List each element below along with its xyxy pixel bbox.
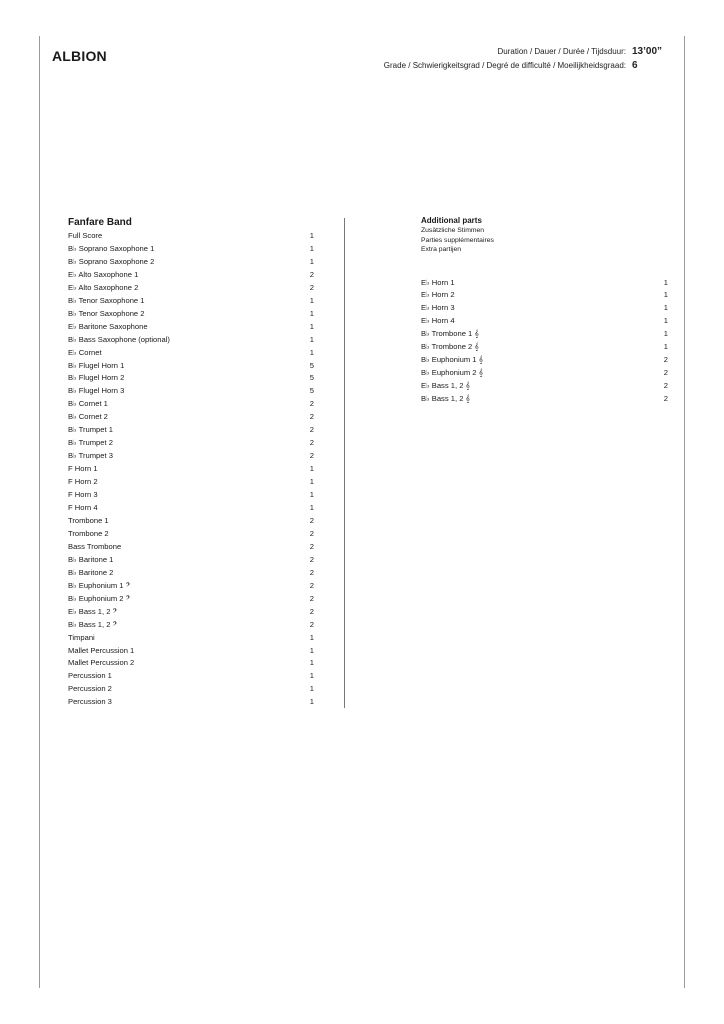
part-quantity: 2	[309, 412, 314, 422]
part-quantity: 2	[309, 593, 314, 603]
part-name: Bass Trombone	[68, 541, 122, 551]
part-quantity: 1	[309, 256, 314, 266]
part-row	[68, 632, 314, 645]
part-row	[421, 354, 668, 367]
part-quantity: 1	[309, 308, 314, 318]
part-quantity: 2	[309, 438, 314, 448]
part-name: E♭ Cornet	[68, 347, 102, 357]
additional-heading: Additional parts	[421, 216, 482, 225]
part-quantity: 2	[309, 269, 314, 279]
part-name: E♭ Alto Saxophone 2	[68, 282, 139, 292]
part-row	[68, 567, 314, 580]
part-name: E♭ Horn 1	[421, 277, 455, 287]
part-row	[68, 243, 314, 256]
part-row	[68, 554, 314, 567]
part-quantity: 1	[309, 334, 314, 344]
part-quantity: 1	[309, 697, 314, 707]
left-margin-rule	[39, 36, 40, 988]
part-row	[68, 683, 314, 696]
part-quantity: 1	[309, 347, 314, 357]
part-quantity: 1	[309, 503, 314, 513]
grade-label: Grade / Schwierigkeitsgrad / Degré de difficulté / Moeilijkheidsgraad:	[383, 61, 626, 70]
part-name: B♭ Trombone 1 𝄞	[421, 329, 479, 339]
part-row	[68, 360, 314, 373]
part-quantity: 5	[309, 386, 314, 396]
duration-value: 13’00”	[632, 46, 663, 57]
part-name: F Horn 2	[68, 477, 98, 487]
part-row	[421, 341, 668, 354]
part-quantity: 1	[309, 645, 314, 655]
part-row	[421, 328, 668, 341]
part-quantity: 2	[663, 381, 668, 391]
part-name: Percussion 3	[68, 697, 112, 707]
part-row	[68, 580, 314, 593]
part-row	[68, 282, 314, 295]
part-name: E♭ Horn 2	[421, 290, 455, 300]
part-row	[421, 289, 668, 302]
part-row	[68, 515, 314, 528]
part-name: B♭ Flugel Horn 3	[68, 386, 125, 396]
part-name: B♭ Euphonium 1 𝄞	[421, 355, 484, 365]
part-quantity: 2	[663, 394, 668, 404]
part-row	[68, 645, 314, 658]
part-row	[68, 437, 314, 450]
part-quantity: 2	[309, 282, 314, 292]
part-name: B♭ Baritone 2	[68, 567, 114, 577]
part-row	[68, 463, 314, 476]
part-name: B♭ Tenor Saxophone 2	[68, 308, 145, 318]
part-quantity: 2	[309, 451, 314, 461]
part-name: Mallet Percussion 1	[68, 645, 135, 655]
part-name: F Horn 1	[68, 464, 98, 474]
part-quantity: 1	[663, 303, 668, 313]
part-row	[68, 593, 314, 606]
part-name: Mallet Percussion 2	[68, 658, 135, 668]
part-row	[421, 367, 668, 380]
part-name: E♭ Bass 1, 2 𝄢	[68, 606, 118, 616]
part-name: Percussion 2	[68, 684, 112, 694]
column-divider	[344, 218, 345, 708]
part-quantity: 1	[663, 329, 668, 339]
part-name: E♭ Alto Saxophone 1	[68, 269, 139, 279]
grade-line	[384, 60, 664, 71]
part-quantity: 2	[309, 425, 314, 435]
part-quantity: 1	[663, 277, 668, 287]
part-quantity: 1	[309, 243, 314, 253]
part-row	[68, 321, 314, 334]
part-quantity: 2	[309, 554, 314, 564]
part-name: Full Score	[68, 231, 103, 240]
part-name: B♭ Euphonium 2 𝄞	[421, 368, 484, 378]
part-quantity: 1	[663, 290, 668, 300]
part-name: Timpani	[68, 632, 95, 642]
part-quantity: 1	[309, 671, 314, 681]
instrumentation-heading: Fanfare Band	[68, 217, 132, 228]
part-name: B♭ Trumpet 3	[68, 451, 113, 461]
part-name: B♭ Euphonium 1 𝄢	[68, 580, 131, 590]
part-row	[421, 277, 668, 290]
part-name: B♭ Flugel Horn 1	[68, 360, 125, 370]
part-name: E♭ Baritone Saxophone	[68, 321, 148, 331]
part-row	[68, 606, 314, 619]
part-name: Trombone 2	[68, 528, 109, 538]
part-name: B♭ Cornet 2	[68, 412, 108, 422]
part-quantity: 2	[309, 619, 314, 629]
part-row	[68, 489, 314, 502]
part-row	[421, 315, 668, 328]
grade-value: 6	[632, 60, 638, 71]
part-quantity: 1	[309, 490, 314, 500]
part-row	[68, 269, 314, 282]
part-quantity: 1	[309, 658, 314, 668]
part-row	[421, 393, 668, 406]
part-row	[68, 308, 314, 321]
additional-subheading-de: Zusätzliche Stimmen	[421, 227, 485, 234]
part-row	[68, 398, 314, 411]
part-row	[68, 295, 314, 308]
part-name: B♭ Bass 1, 2 𝄢	[68, 619, 118, 629]
part-name: E♭ Horn 3	[421, 303, 455, 313]
part-row	[68, 657, 314, 670]
part-row	[68, 528, 314, 541]
part-row	[421, 302, 668, 315]
part-name: B♭ Tenor Saxophone 1	[68, 295, 145, 305]
part-quantity: 2	[309, 541, 314, 551]
instrumentation-column	[68, 216, 314, 709]
part-row	[68, 670, 314, 683]
part-name: F Horn 3	[68, 490, 98, 500]
part-name: B♭ Trumpet 2	[68, 438, 113, 448]
spacer	[421, 255, 668, 277]
part-name: B♭ Trombone 2 𝄞	[421, 342, 479, 352]
part-row	[421, 380, 668, 393]
part-quantity: 1	[309, 295, 314, 305]
duration-line	[497, 46, 664, 57]
part-name: B♭ Soprano Saxophone 1	[68, 243, 155, 253]
part-row	[68, 424, 314, 437]
part-name: Percussion 1	[68, 671, 112, 681]
part-quantity: 2	[309, 515, 314, 525]
part-quantity: 2	[663, 355, 668, 365]
part-quantity: 2	[663, 368, 668, 378]
duration-label: Duration / Dauer / Durée / Tijdsduur:	[497, 47, 626, 56]
part-name: F Horn 4	[68, 503, 98, 513]
part-quantity: 2	[309, 580, 314, 590]
part-row	[68, 696, 314, 709]
part-quantity: 2	[309, 567, 314, 577]
part-row	[68, 385, 314, 398]
part-quantity: 1	[663, 342, 668, 352]
part-name: B♭ Trumpet 1	[68, 425, 113, 435]
part-quantity: 2	[309, 528, 314, 538]
part-quantity: 5	[309, 360, 314, 370]
part-quantity: 1	[663, 316, 668, 326]
part-quantity: 1	[309, 464, 314, 474]
part-row	[68, 334, 314, 347]
part-quantity: 1	[309, 477, 314, 487]
additional-subheading-fr: Parties supplémentaires	[421, 236, 494, 244]
part-quantity: 1	[309, 321, 314, 331]
part-quantity: 5	[309, 373, 314, 383]
part-name: B♭ Soprano Saxophone 2	[68, 256, 155, 266]
part-row	[68, 411, 314, 424]
additional-subheading-nl: Extra partijen	[421, 246, 462, 253]
part-name: Trombone 1	[68, 515, 109, 525]
part-quantity: 2	[309, 399, 314, 409]
additional-parts-column	[421, 216, 668, 406]
part-row	[68, 450, 314, 463]
part-name: E♭ Horn 4	[421, 316, 455, 326]
part-name: B♭ Cornet 1	[68, 399, 108, 409]
part-quantity: 1	[309, 632, 314, 642]
part-name: B♭ Bass Saxophone (optional)	[68, 334, 170, 344]
part-row	[68, 619, 314, 632]
part-quantity: 1	[309, 684, 314, 694]
part-row	[68, 256, 314, 269]
right-margin-rule	[684, 36, 685, 988]
part-row	[68, 347, 314, 360]
part-name: E♭ Bass 1, 2 𝄞	[421, 381, 471, 391]
part-row	[68, 372, 314, 385]
additional-parts-list	[421, 277, 668, 407]
part-row	[68, 230, 314, 243]
part-name: B♭ Baritone 1	[68, 554, 114, 564]
parts-list	[68, 230, 314, 709]
piece-title: ALBION	[52, 48, 107, 64]
part-name: B♭ Flugel Horn 2	[68, 373, 125, 383]
part-row	[68, 502, 314, 515]
part-row	[68, 541, 314, 554]
part-name: B♭ Euphonium 2 𝄢	[68, 593, 131, 603]
part-quantity: 2	[309, 606, 314, 616]
part-quantity: 1	[309, 231, 314, 240]
part-name: B♭ Bass 1, 2 𝄞	[421, 394, 471, 404]
part-row	[68, 476, 314, 489]
